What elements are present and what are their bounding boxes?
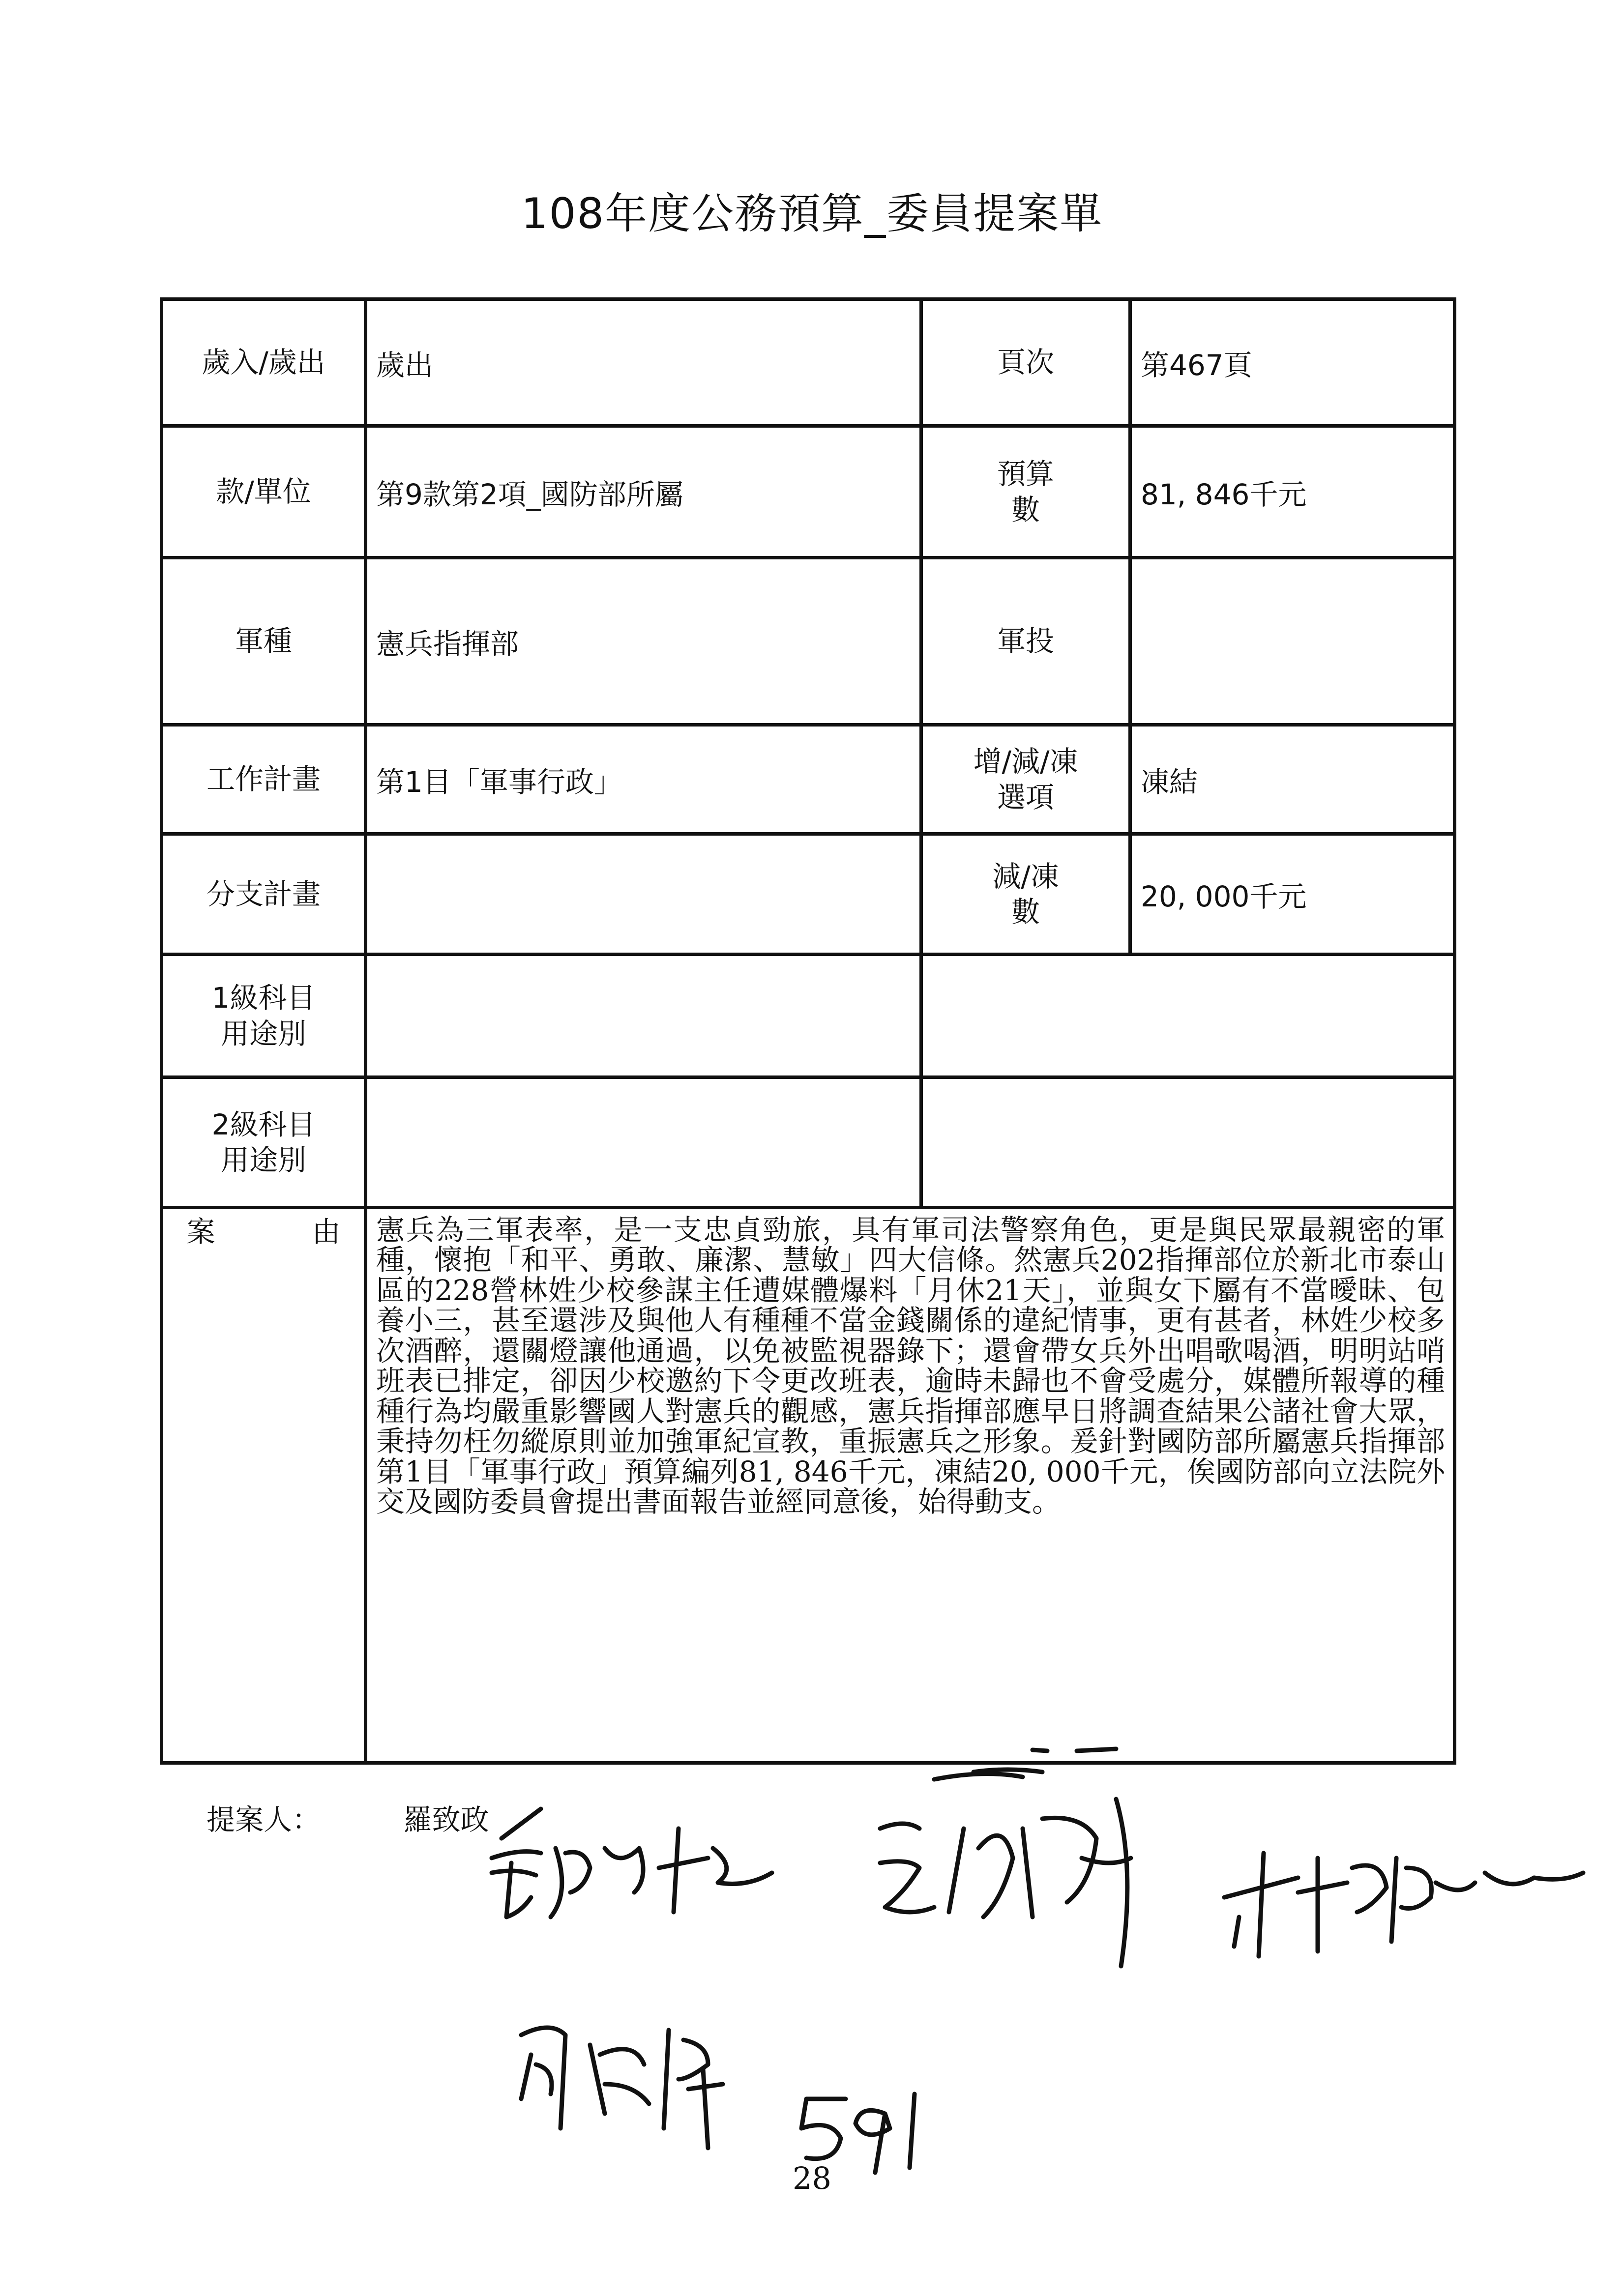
budget-amount-label-line2: 數: [1011, 493, 1040, 526]
level1-subject-label-line1: 1級科目: [211, 981, 316, 1015]
page-ref-label: 頁次: [921, 299, 1130, 426]
action-option-label-line2: 選項: [997, 780, 1054, 814]
branch-plan-label: 分支計畫: [162, 834, 366, 955]
action-option-value: 凍結: [1130, 725, 1455, 834]
page-number: 28: [793, 2160, 831, 2196]
page-ref-value: 第467頁: [1130, 299, 1455, 426]
level2-subject-label-line2: 用途別: [220, 1143, 306, 1177]
reduce-freeze-amount-label-line1: 減/凍: [992, 859, 1059, 893]
section-unit-label: 款/單位: [162, 426, 366, 558]
action-option-label-line1: 增/減/凍: [973, 745, 1078, 778]
service-branch-value: 憲兵指揮部: [366, 558, 921, 725]
reason-label-char1: 案: [186, 1215, 215, 1249]
income-expense-value: 歲出: [366, 299, 921, 426]
work-plan-value: 第1目「軍事行政」: [366, 725, 921, 834]
budget-amount-label-line1: 預算: [997, 457, 1054, 491]
signature-3: [1224, 1853, 1583, 1956]
reduce-freeze-amount-value: 20, 000千元: [1130, 834, 1455, 955]
reason-label-char2: 由: [312, 1215, 341, 1249]
level1-subject-label-line2: 用途別: [220, 1017, 306, 1050]
proposer-name: 羅致政: [403, 1803, 489, 1836]
signature-4: [521, 2028, 723, 2148]
income-expense-label: 歲入/歲出: [162, 299, 366, 426]
section-unit-value: 第9款第2項_國防部所屬: [366, 426, 921, 558]
military-investment-label: 軍投: [921, 558, 1130, 725]
signature-2: [880, 1774, 1131, 1966]
signature-1: [492, 1809, 772, 1917]
reason-text: 憲兵為三軍表率，是一支忠貞勁旅，具有軍司法警察角色，更是與民眾最親密的軍種，懷抱「和平、勇敢、廉潔、慧敏」四大信條。然憲兵202指揮部位於新北市泰山區的228營林姓少校參謀主任遭媒體爆料「月休21天」，並與女下屬有不當曖昧、包養小三，甚至還涉及與他人有種種不當金錢關係的違紀情事，更有甚者，林姓少校多次酒醉，還關燈讓他通過，以免被監視器錄下；還會帶女兵外出唱歌喝酒，明明站哨班表已排定，卻因少校邀約下令更改班表，逾時未歸也不會受處分，媒體所報導的種種行為均嚴重影響國人對憲兵的觀感，憲兵指揮部應早日將調查結果公諸社會大眾，秉持勿枉勿縱原則並加強軍紀宣教，重振憲兵之形象。爰針對國防部所屬憲兵指揮部第1目「軍事行政」預算編列81, 846千元，凍結20, 000千元，俟國防部向立法院外交及國防委員會提出書面報告並經同意後，始得動支。: [366, 1208, 1455, 1763]
proposer-label: 提案人：: [207, 1803, 321, 1836]
work-plan-label: 工作計畫: [162, 725, 366, 834]
budget-amount-value: 81, 846千元: [1130, 426, 1455, 558]
level2-subject-label-line1: 2級科目: [211, 1107, 316, 1141]
document-title: 108年度公務預算_委員提案單: [521, 189, 1103, 238]
ink-mark: [1033, 1749, 1116, 1751]
reduce-freeze-amount-label-line2: 數: [1011, 895, 1040, 929]
service-branch-label: 軍種: [162, 558, 366, 725]
